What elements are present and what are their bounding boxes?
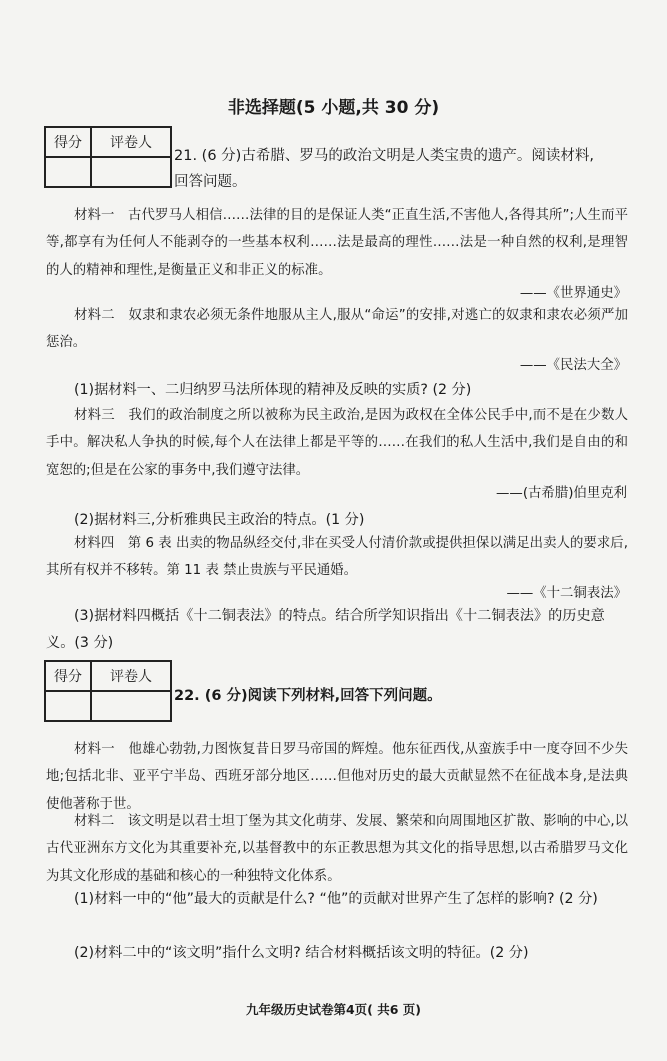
score-cell [45,157,91,187]
q21-material-3-source: ——(古希腊)伯里克利 [496,486,627,501]
grader-cell [91,691,171,721]
q22-title: 22. (6 分)阅读下列材料,回答下列问题。 [174,688,442,704]
score-box-q22 [44,660,172,722]
grader-label: 评卷人 [91,127,171,157]
q22-question-2: (2)材料二中的“该文明”指什么文明? 结合材料概括该文明的特征。(2 分) [74,945,529,961]
q21-question-3: (3)据材料四概括《十二铜表法》的特点。结合所学知识指出《十二铜表法》的历史意义。(3 分) [46,608,605,651]
q21-material-2: 材料二 奴隶和隶农必须无条件地服从主人,服从“命运”的安排,对逃亡的奴隶和隶农必须严加惩治。 [46,308,628,351]
q21-material-1: 材料一 古代罗马人相信……法律的目的是保证人类“正直生活,不害他人,各得其所”;人生而平等,都享有为任何人不能剥夺的一些基本权利……法是最高的理性……法是一种自然的权利,是理智的人的精神和理性,是衡量正义和非正义的标准。 [46,208,628,278]
page-footer: 九年级历史试卷第4页( 共6 页) [245,1002,422,1017]
q21-material-1-source: ——《世界通史》 [519,286,627,301]
q21-question-2: (2)据材料三,分析雅典民主政治的特点。(1 分) [74,512,365,528]
score-label: 得分 [45,661,91,691]
q22-material-2: 材料二 该文明是以君士坦丁堡为其文化萌芽、发展、繁荣和向周围地区扩散、影响的中心,以古代亚洲东方文化为其重要补充,以基督教中的东正教思想为其文化的指导思想,以古希腊罗马文化为其文化形成的基础和核心的一种独特文化体系。 [46,814,628,884]
q21-material-3: 材料三 我们的政治制度之所以被称为民主政治,是因为政权在全体公民手中,而不是在少数人手中。解决私人争执的时候,每个人在法律上都是平等的……在我们的私人生活中,我们是自由的和宽恕的;但是在公家的事务中,我们遵守法律。 [46,408,628,478]
q22-question-1: (1)材料一中的“他”最大的贡献是什么? “他”的贡献对世界产生了怎样的影响? (2 分) [74,891,598,907]
q21-material-4-source: ——《十二铜表法》 [506,586,627,601]
q21-title-line1: 21. (6 分)古希腊、罗马的政治文明是人类宝贵的遗产。阅读材料, [174,148,594,164]
q21-title-line2: 回答问题。 [174,174,247,190]
score-label: 得分 [45,127,91,157]
q22-material-1: 材料一 他雄心勃勃,力图恢复昔日罗马帝国的辉煌。他东征西伐,从蛮族手中一度夺回不少失地;包括北非、亚平宁半岛、西班牙部分地区……但他对历史的最大贡献显然不在征战本身,是法典使他著称于世。 [46,742,628,812]
q21-material-2-source: ——《民法大全》 [519,358,627,373]
grader-label: 评卷人 [91,661,171,691]
q21-question-1: (1)据材料一、二归纳罗马法所体现的精神及反映的实质? (2 分) [74,382,472,398]
score-box-q21 [44,126,172,188]
q21-material-4: 材料四 第 6 表 出卖的物品纵经交付,非在买受人付清价款或提供担保以满足出卖人的要求后,其所有权并不移转。第 11 表 禁止贵族与平民通婚。 [46,536,628,579]
score-cell [45,691,91,721]
section-title: 非选择题(5 小题,共 30 分) [227,98,440,118]
grader-cell [91,157,171,187]
